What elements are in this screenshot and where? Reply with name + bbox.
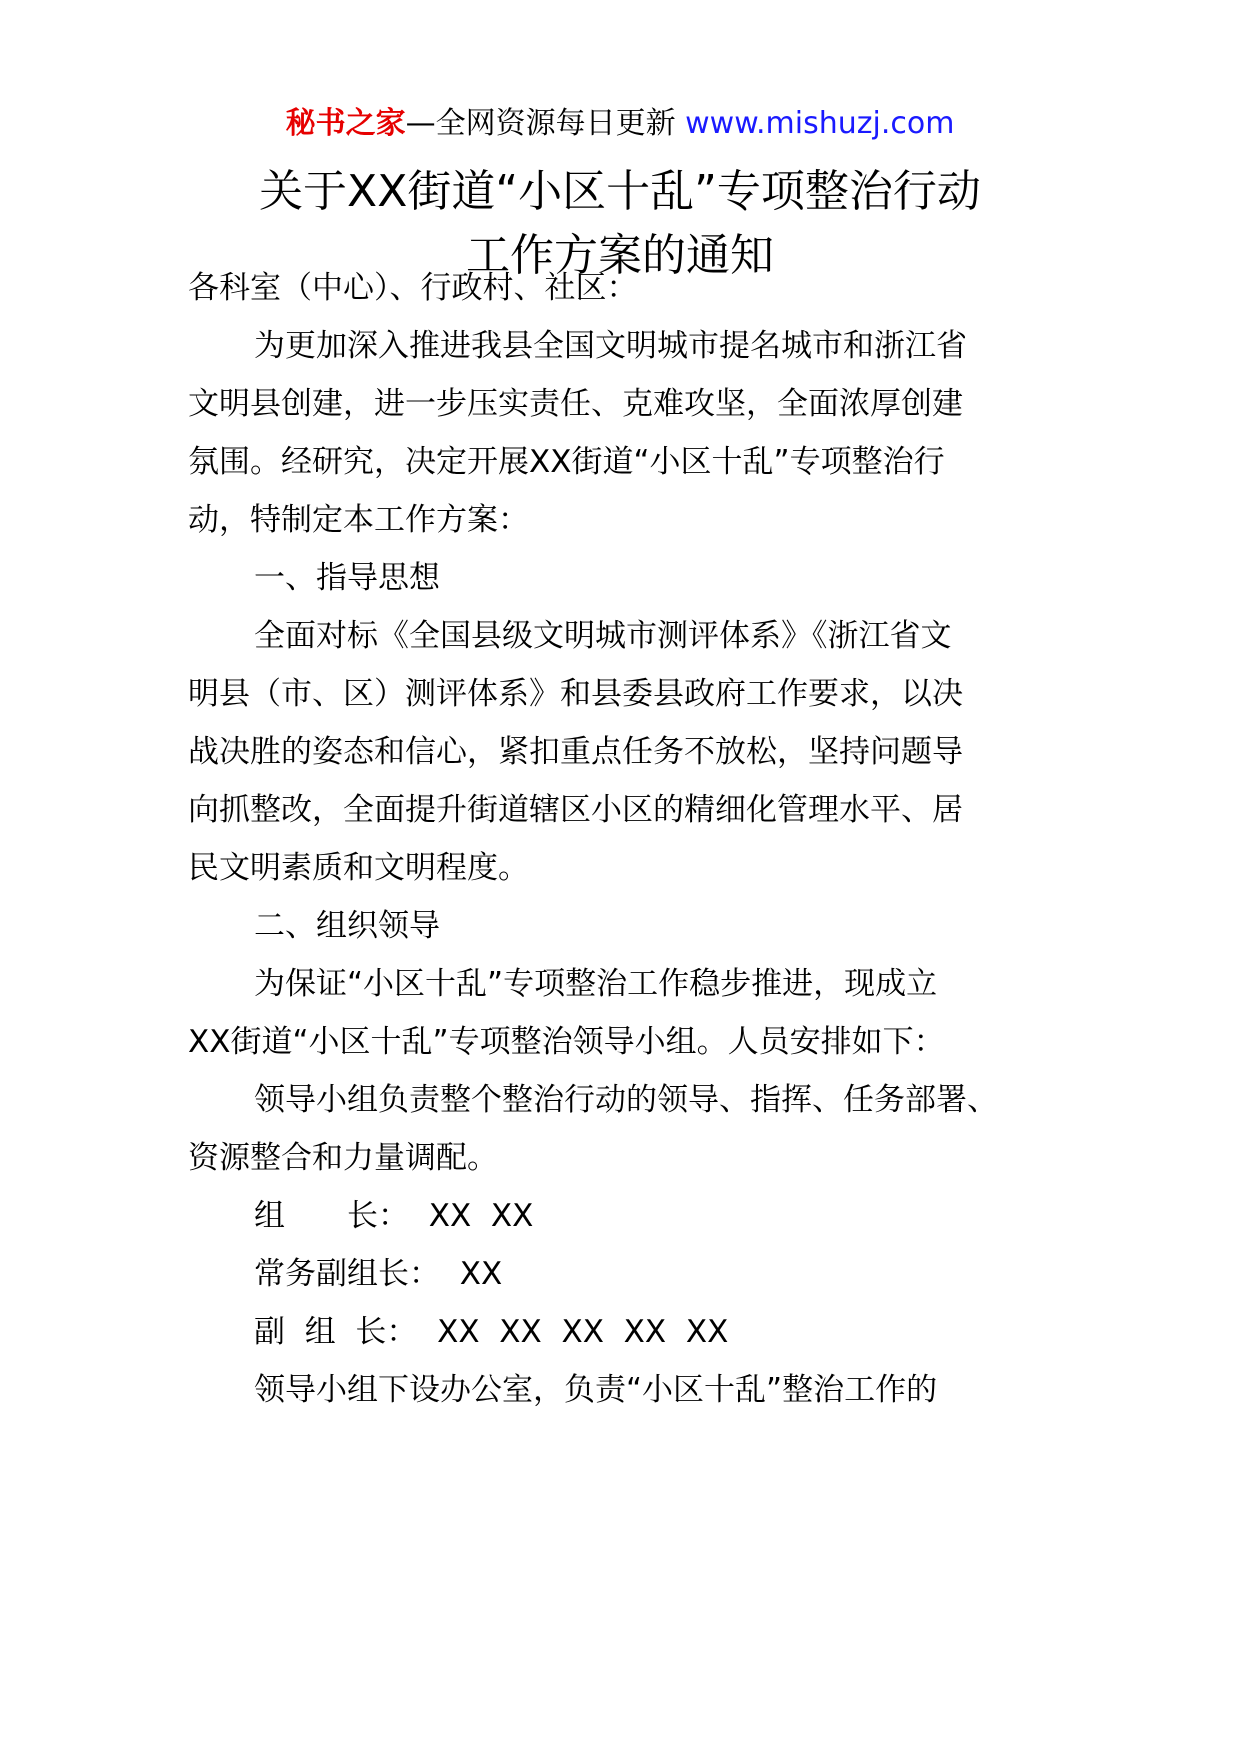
- member-leader: 组 长： XX XX: [254, 1198, 534, 1234]
- section1-line: 全面对标《全国县级文明城市测评体系》《浙江省文: [254, 618, 952, 654]
- intro-line: 动，特制定本工作方案：: [188, 502, 529, 538]
- intro-line: 文明县创建，进一步压实责任、克难攻坚，全面浓厚创建: [188, 386, 963, 422]
- section1-line: 向抓整改，全面提升街道辖区小区的精细化管理水平、居: [188, 792, 963, 828]
- section-heading-organization: 二、组织领导: [254, 908, 440, 944]
- section2-line: 资源整合和力量调配。: [188, 1140, 498, 1176]
- section1-line: 明县（市、区）测评体系》和县委县政府工作要求，以决: [188, 676, 963, 712]
- document-title-line-1: 关于XX街道“小区十乱”专项整治行动: [259, 166, 981, 217]
- section1-line: 民文明素质和文明程度。: [188, 850, 529, 886]
- site-url-link[interactable]: www.mishuzj.com: [685, 106, 955, 141]
- section2-line: XX街道“小区十乱”专项整治领导小组。人员安排如下：: [188, 1024, 945, 1060]
- section-heading-guiding-ideology: 一、指导思想: [254, 560, 440, 596]
- header-tagline: —全网资源每日更新: [405, 106, 676, 141]
- member-deputies: 副 组 长： XX XX XX XX XX: [254, 1314, 729, 1350]
- salutation: 各科室（中心）、行政村、社区：: [188, 270, 638, 306]
- brand-name: 秘书之家: [285, 106, 406, 141]
- intro-line: 为更加深入推进我县全国文明城市提名城市和浙江省: [254, 328, 967, 364]
- section1-line: 战决胜的姿态和信心，紧扣重点任务不放松，坚持问题导: [188, 734, 963, 770]
- site-header: [0, 104, 1240, 144]
- section2-line: 领导小组负责整个整治行动的领导、指挥、任务部署、: [254, 1082, 998, 1118]
- intro-line: 氛围。经研究，决定开展XX街道“小区十乱”专项整治行: [188, 444, 945, 480]
- office-line: 领导小组下设办公室，负责“小区十乱”整治工作的: [254, 1372, 938, 1408]
- document-title-line-2: 工作方案的通知: [466, 230, 774, 281]
- section2-line: 为保证“小区十乱”专项整治工作稳步推进，现成立: [254, 966, 938, 1002]
- member-exec-deputy: 常务副组长： XX: [254, 1256, 503, 1292]
